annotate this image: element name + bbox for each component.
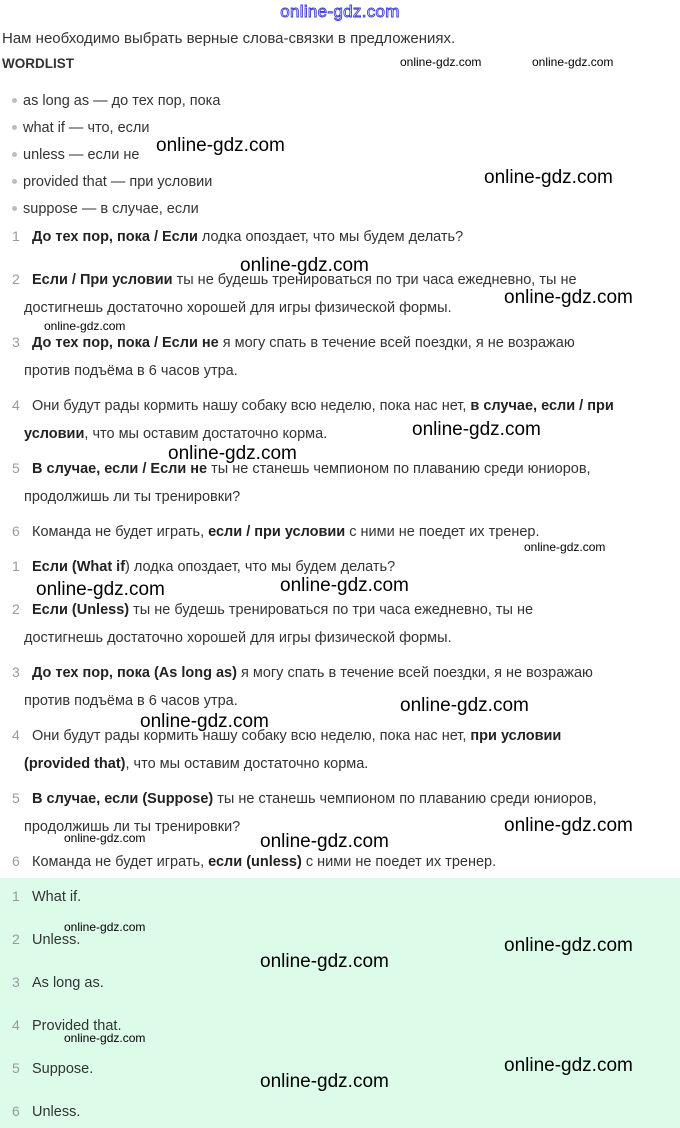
watermark: online-gdz.com (260, 831, 389, 852)
exercise-a-item: 3 До тех пор, пока / Если не я могу спать в течение всей поездки, я не возражаю против подъёма в 6 часов утра. (12, 334, 575, 379)
exercise-b-item: 6 Команда не будет играть, если (unless) с ними не поедет их тренер. (12, 853, 497, 870)
intro-text: Нам необходимо выбрать верные слова-связки в предложениях. (2, 30, 456, 47)
bullet-icon (12, 125, 17, 130)
watermark: online-gdz.com (504, 287, 633, 308)
bullet-icon (12, 98, 17, 103)
watermark: online-gdz.com (36, 579, 165, 600)
watermark: online-gdz.com (260, 951, 389, 972)
answer-item: 5 Suppose. (12, 1060, 94, 1077)
bullet-icon (12, 206, 17, 211)
wordlist-item: suppose — в случае, если (12, 201, 199, 217)
exercise-a-item: 5 В случае, если / Если не ты не станешь чемпионом по плаванию среди юниоров, продолжишь ли ты тренировки? (12, 460, 591, 505)
wordlist-item: as long as — до тех пор, пока (12, 93, 220, 109)
watermark: online-gdz.com (412, 419, 541, 440)
watermark: online-gdz.com (64, 831, 146, 845)
wordlist-item: unless — если не (12, 147, 139, 163)
exercise-b-item: 4 Они будут рады кормить нашу собаку всю неделю, пока нас нет, при условии (provided that), что мы оставим достаточно корма. (12, 727, 562, 772)
wordlist-item: provided that — при условии (12, 174, 212, 190)
watermark: online-gdz.com (504, 1055, 633, 1076)
exercise-b-item: 5 В случае, если (Suppose) ты не станешь чемпионом по плаванию среди юниоров, продолжишь ли ты тренировки? (12, 790, 597, 835)
watermark: online-gdz.com (504, 935, 633, 956)
answer-item: 1 What if. (12, 888, 82, 905)
watermark: online-gdz.com (64, 920, 146, 934)
exercise-a-item: 1 До тех пор, пока / Если лодка опоздает, что мы будем делать? (12, 228, 464, 245)
answer-item: 4 Provided that. (12, 1017, 122, 1034)
exercise-a-item: 2 Если / При условии ты не будешь тренироваться по три часа ежедневно, ты не достигнешь достаточно хорошей для игры физической формы. (12, 271, 577, 316)
watermark: online-gdz.com (240, 255, 369, 276)
watermark: online-gdz.com (44, 319, 126, 333)
exercise-b-item: 1 Если (What if) лодка опоздает, что мы будем делать? (12, 558, 396, 575)
watermark: online-gdz.com (168, 443, 297, 464)
exercise-b-item: 3 До тех пор, пока (As long as) я могу спать в течение всей поездки, я не возражаю против подъёма в 6 часов утра. (12, 664, 593, 709)
watermark: online-gdz.com (504, 815, 633, 836)
bullet-icon (12, 179, 17, 184)
site-logo-watermark: online-gdz.com (280, 2, 400, 21)
wordlist-heading: WORDLIST (2, 56, 74, 71)
exercise-b-item: 2 Если (Unless) ты не будешь тренироваться по три часа ежедневно, ты не достигнешь достаточно хорошей для игры физической формы. (12, 601, 534, 646)
watermark: online-gdz.com (484, 167, 613, 188)
answer-item: 6 Unless. (12, 1103, 81, 1120)
watermark: online-gdz.com (156, 135, 285, 156)
wordlist-item: what if — что, если (12, 120, 150, 136)
watermark: online-gdz.com (64, 1031, 146, 1045)
answer-item: 2 Unless. (12, 931, 81, 948)
watermark: online-gdz.com (532, 55, 614, 69)
watermark: online-gdz.com (400, 55, 482, 69)
watermark: online-gdz.com (140, 711, 269, 732)
watermark: online-gdz.com (524, 540, 606, 554)
exercise-a-item: 6 Команда не будет играть, если / при условии с ними не поедет их тренер. (12, 523, 540, 540)
exercise-a-item: 4 Они будут рады кормить нашу собаку всю неделю, пока нас нет, в случае, если / при условии, что мы оставим достаточно корма. (12, 397, 614, 442)
watermark: online-gdz.com (260, 1071, 389, 1092)
bullet-icon (12, 152, 17, 157)
answer-item: 3 As long as. (12, 974, 104, 991)
watermark: online-gdz.com (280, 575, 409, 596)
watermark: online-gdz.com (400, 695, 529, 716)
